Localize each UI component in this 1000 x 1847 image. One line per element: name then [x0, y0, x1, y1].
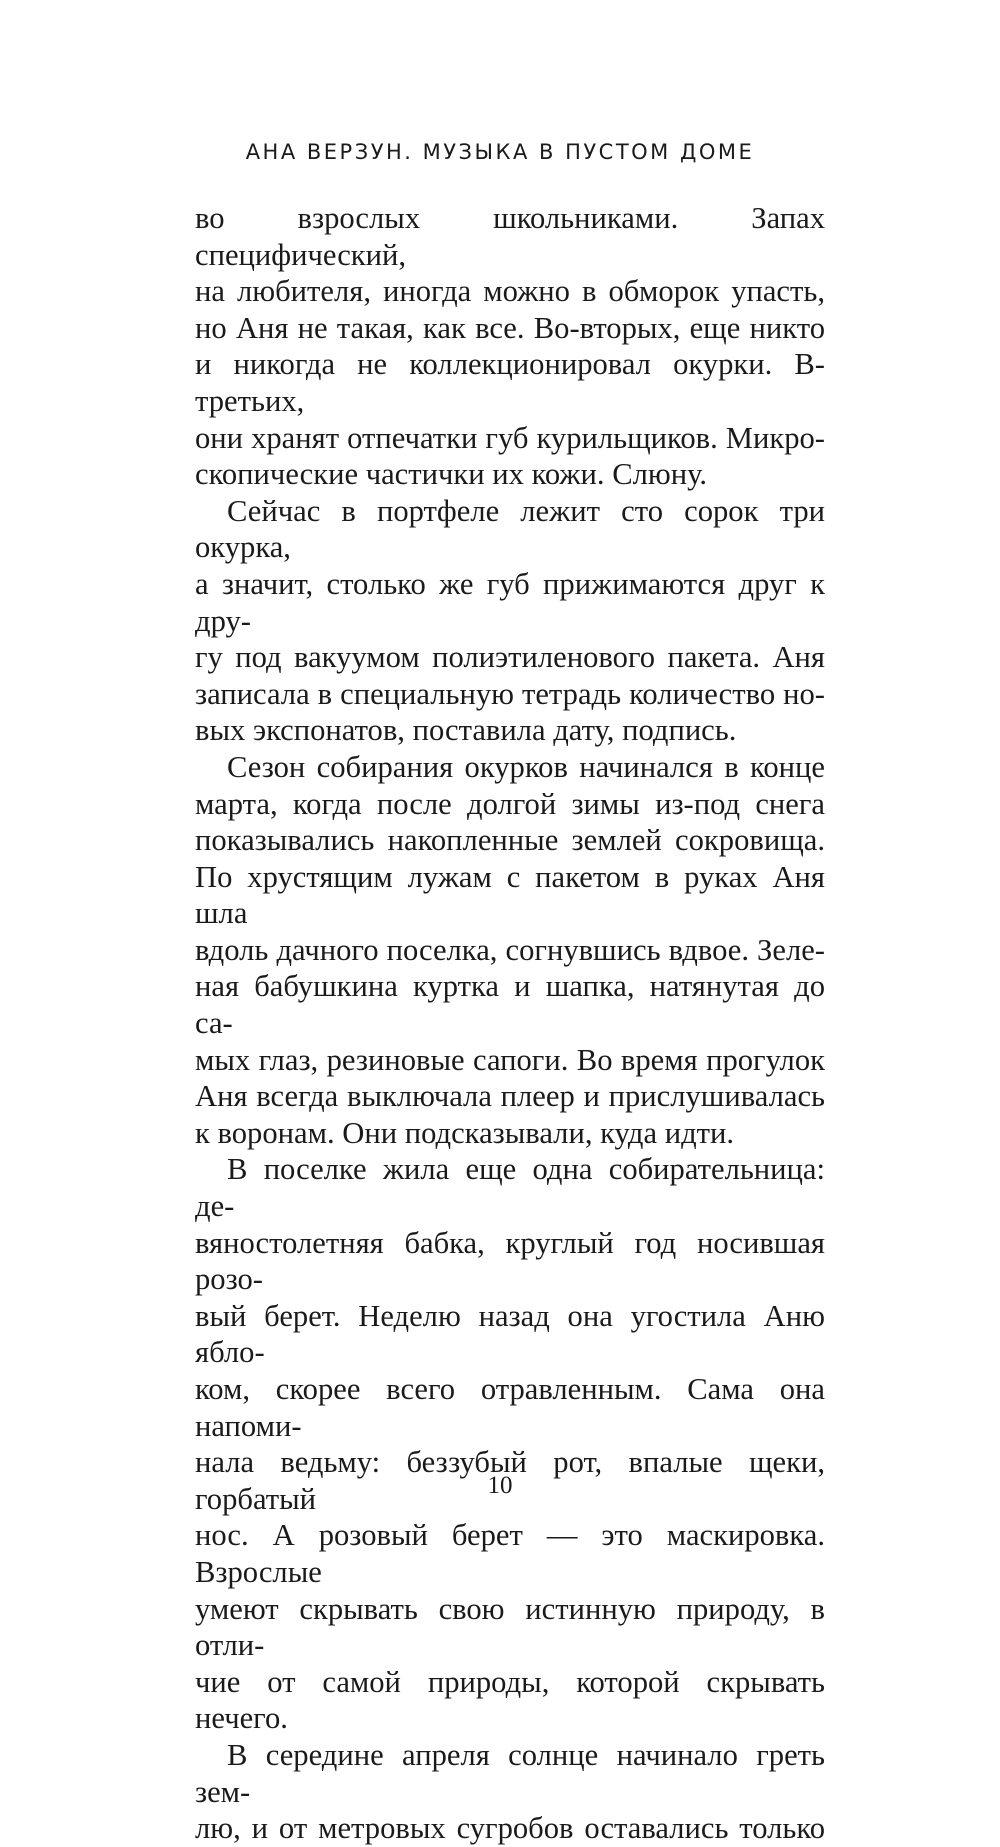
- text-line: вых экспонатов, поставила дату, подпись.: [195, 713, 737, 748]
- text-line: В середине апреля солнце начинало греть зем-: [195, 1737, 825, 1809]
- text-line: Сезон собирания окурков начинался в конце: [227, 749, 825, 784]
- text-line: В поселке жила еще одна собирательница: де-: [195, 1152, 825, 1224]
- text-line: Аня всегда выключала плеер и прислушивалась: [195, 1079, 825, 1114]
- text-line: нала ведьму: беззубый рот, впалые щеки, горбатый: [195, 1445, 825, 1516]
- text-line: скопические частички их кожи. Слюну.: [195, 457, 708, 492]
- text-line: мых глаз, резиновые сапоги. Во время прогулок: [195, 1042, 825, 1077]
- text-line: Сейчас в портфеле лежит сто сорок три окурка,: [195, 493, 825, 565]
- text-line: показывались накопленные землей сокровища.: [195, 823, 825, 858]
- body-text: [195, 200, 825, 1847]
- text-line: вый берет. Неделю назад она угостила Аню ябло-: [195, 1298, 825, 1370]
- page-number: 10: [487, 1472, 513, 1499]
- text-line: на любителя, иногда можно в обморок упасть,: [195, 274, 825, 309]
- text-line: а значит, столько же губ прижимаются друг к дру-: [195, 566, 825, 638]
- text-line: но Аня не такая, как все. Во-вторых, еще никто: [195, 310, 825, 345]
- text-line: нос. А розовый берет — это маскировка. Взрослые: [195, 1518, 825, 1589]
- text-line: ная бабушкина куртка и шапка, натянутая до са-: [195, 969, 825, 1041]
- text-line: лю, и от метровых сугробов оставались только: [195, 1811, 825, 1846]
- text-line: ком, скорее всего отравленным. Сама она напоми-: [195, 1372, 825, 1443]
- text-line: вяностолетняя бабка, круглый год носившая розо-: [195, 1225, 825, 1297]
- running-header: АНА ВЕРЗУН. МУЗЫКА В ПУСТОМ ДОМЕ: [245, 140, 755, 164]
- text-line: вдоль дачного поселка, согнувшись вдвое. Зеле-: [195, 932, 825, 967]
- text-line: во взрослых школьниками. Запах специфический,: [195, 201, 825, 272]
- text-line: умеют скрывать свою истинную природу, в отли-: [195, 1591, 825, 1663]
- text-line: гу под вакуумом полиэтиленового пакета. Аня: [195, 640, 825, 675]
- text-line: записала в специальную тетрадь количество но-: [195, 676, 825, 711]
- text-line: чие от самой природы, которой скрывать нечего.: [195, 1664, 825, 1736]
- text-line: они хранят отпечатки губ курильщиков. Микро-: [195, 420, 825, 455]
- text-line: марта, когда после долгой зимы из-под снега: [195, 786, 825, 821]
- text-line: По хрустящим лужам с пакетом в руках Аня шла: [195, 859, 825, 931]
- text-line: к воронам. Они подсказывали, куда идти.: [195, 1115, 735, 1150]
- text-line: и никогда не коллекционировал окурки. В-третьих,: [195, 347, 825, 418]
